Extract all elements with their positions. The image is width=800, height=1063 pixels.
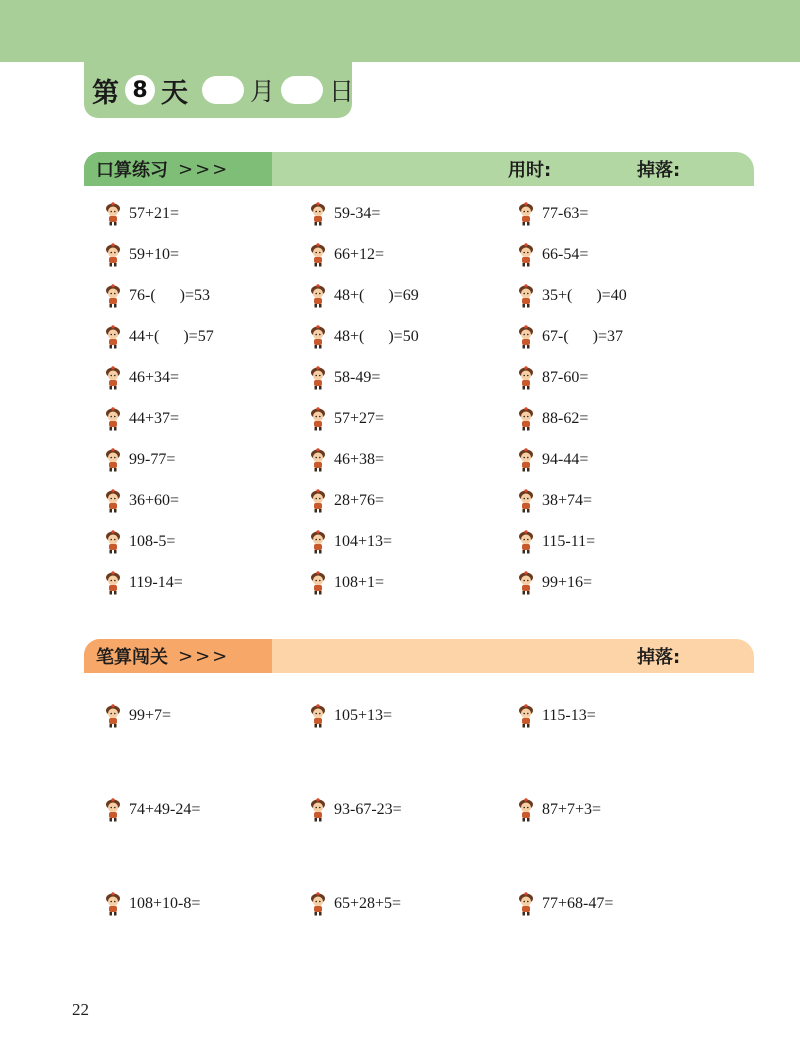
cartoon-boy-icon: [104, 798, 122, 822]
math-problem: [309, 795, 402, 825]
problem-text: 77+68-47=: [542, 895, 614, 912]
day-label: [92, 70, 354, 110]
problem-text: 115-13=: [542, 707, 596, 724]
math-problem: [517, 199, 588, 229]
math-problem: [309, 199, 380, 229]
cartoon-boy-icon: [517, 202, 535, 226]
cartoon-boy-icon: [104, 448, 122, 472]
problem-text: 99+7=: [129, 707, 172, 724]
problem-text: 58-49=: [334, 369, 381, 386]
cartoon-boy-icon: [517, 366, 535, 390]
cartoon-boy-icon: [309, 284, 327, 308]
problem-text: 115-11=: [542, 533, 596, 550]
math-problem: [309, 568, 384, 598]
math-problem: [104, 795, 200, 825]
problem-text: 66+12=: [334, 246, 385, 263]
math-problem: [309, 281, 419, 311]
math-problem: [517, 322, 623, 352]
cartoon-boy-icon: [104, 284, 122, 308]
cartoon-boy-icon: [309, 798, 327, 822]
month-label: 月: [250, 77, 276, 106]
cartoon-boy-icon: [309, 704, 327, 728]
cartoon-boy-icon: [104, 892, 122, 916]
cartoon-boy-icon: [104, 704, 122, 728]
problem-text: 66-54=: [542, 246, 589, 263]
page-number: 22: [72, 1000, 89, 1019]
cartoon-boy-icon: [104, 366, 122, 390]
math-problem: [309, 404, 384, 434]
math-problem: [309, 363, 380, 393]
problem-text: 108+1=: [334, 574, 385, 591]
math-problem: [517, 240, 588, 270]
oral-dropped-label: 掉落:: [637, 160, 681, 181]
math-problem: [517, 445, 588, 475]
problem-text: 87-60=: [542, 369, 589, 386]
math-problem: [517, 363, 588, 393]
written-section-bar: [84, 639, 754, 673]
math-problem: [517, 527, 595, 557]
time-label: 用时:: [508, 160, 552, 181]
cartoon-boy-icon: [309, 571, 327, 595]
problem-text: 38+74=: [542, 492, 593, 509]
math-problem: [104, 199, 179, 229]
math-problem: [104, 486, 179, 516]
oral-section-bar: [84, 152, 754, 186]
math-problem: [104, 404, 179, 434]
cartoon-boy-icon: [104, 325, 122, 349]
math-problem: [104, 568, 183, 598]
problem-text: 48+( )=69: [334, 287, 419, 304]
math-problem: [309, 527, 392, 557]
math-problem: [309, 445, 384, 475]
math-problem: [517, 701, 596, 731]
cartoon-boy-icon: [104, 489, 122, 513]
problem-text: 44+( )=57: [129, 328, 214, 345]
problem-text: 94-44=: [542, 451, 589, 468]
math-problem: [517, 889, 613, 919]
cartoon-boy-icon: [517, 704, 535, 728]
problem-text: 77-63=: [542, 205, 589, 222]
problem-text: 88-62=: [542, 410, 589, 427]
day-number: 8: [125, 75, 155, 105]
math-problem: [104, 240, 179, 270]
cartoon-boy-icon: [517, 571, 535, 595]
problem-text: 28+76=: [334, 492, 385, 509]
written-section-arrows: >>>: [178, 645, 230, 667]
math-problem: [104, 281, 210, 311]
math-problem: [309, 240, 384, 270]
problem-text: 74+49-24=: [129, 801, 201, 818]
math-problem: [309, 322, 419, 352]
cartoon-boy-icon: [517, 798, 535, 822]
math-problem: [104, 889, 200, 919]
problem-text: 36+60=: [129, 492, 180, 509]
math-problem: [309, 701, 392, 731]
problem-text: 46+38=: [334, 451, 385, 468]
cartoon-boy-icon: [309, 243, 327, 267]
math-problem: [517, 568, 592, 598]
cartoon-boy-icon: [517, 407, 535, 431]
oral-section-title: 口算练习: [96, 160, 168, 181]
cartoon-boy-icon: [517, 284, 535, 308]
problem-text: 57+21=: [129, 205, 180, 222]
cartoon-boy-icon: [517, 243, 535, 267]
math-problem: [517, 795, 601, 825]
problem-text: 76-( )=53: [129, 287, 211, 304]
math-problem: [104, 701, 171, 731]
math-problem: [309, 486, 384, 516]
math-problem: [104, 445, 175, 475]
problem-text: 108-5=: [129, 533, 176, 550]
math-problem: [309, 889, 401, 919]
oral-section-heading: [84, 152, 272, 186]
day-suffix: 天: [161, 77, 188, 109]
problem-text: 108+10-8=: [129, 895, 201, 912]
problem-text: 105+13=: [334, 707, 393, 724]
cartoon-boy-icon: [517, 448, 535, 472]
cartoon-boy-icon: [104, 407, 122, 431]
math-problem: [104, 322, 214, 352]
problem-text: 35+( )=40: [542, 287, 627, 304]
cartoon-boy-icon: [517, 325, 535, 349]
date-label: 日: [329, 77, 355, 106]
problem-text: 99+16=: [542, 574, 593, 591]
cartoon-boy-icon: [517, 892, 535, 916]
oral-section-arrows: >>>: [178, 158, 230, 180]
problem-text: 59+10=: [129, 246, 180, 263]
math-problem: [517, 404, 588, 434]
math-problem: [517, 486, 592, 516]
problem-text: 46+34=: [129, 369, 180, 386]
written-dropped-label: 掉落:: [637, 647, 681, 668]
cartoon-boy-icon: [309, 892, 327, 916]
cartoon-boy-icon: [104, 202, 122, 226]
cartoon-boy-icon: [309, 407, 327, 431]
month-blank[interactable]: [202, 76, 244, 104]
problem-text: 119-14=: [129, 574, 183, 591]
written-section-title: 笔算闯关: [96, 647, 168, 668]
problem-text: 87+7+3=: [542, 801, 602, 818]
cartoon-boy-icon: [309, 448, 327, 472]
problem-text: 57+27=: [334, 410, 385, 427]
math-problem: [104, 527, 175, 557]
problem-text: 104+13=: [334, 533, 393, 550]
cartoon-boy-icon: [517, 530, 535, 554]
day-prefix: 第: [92, 77, 119, 109]
problem-text: 44+37=: [129, 410, 180, 427]
problem-text: 65+28+5=: [334, 895, 402, 912]
problem-text: 67-( )=37: [542, 328, 624, 345]
written-section-heading: [84, 639, 272, 673]
date-blank[interactable]: [281, 76, 323, 104]
math-problem: [517, 281, 627, 311]
problem-text: 48+( )=50: [334, 328, 419, 345]
problem-text: 59-34=: [334, 205, 381, 222]
cartoon-boy-icon: [309, 325, 327, 349]
cartoon-boy-icon: [104, 243, 122, 267]
cartoon-boy-icon: [104, 530, 122, 554]
problem-text: 99-77=: [129, 451, 176, 468]
cartoon-boy-icon: [309, 489, 327, 513]
problem-text: 93-67-23=: [334, 801, 402, 818]
cartoon-boy-icon: [517, 489, 535, 513]
cartoon-boy-icon: [104, 571, 122, 595]
math-problem: [104, 363, 179, 393]
cartoon-boy-icon: [309, 202, 327, 226]
cartoon-boy-icon: [309, 366, 327, 390]
header-band: [0, 0, 800, 62]
cartoon-boy-icon: [309, 530, 327, 554]
